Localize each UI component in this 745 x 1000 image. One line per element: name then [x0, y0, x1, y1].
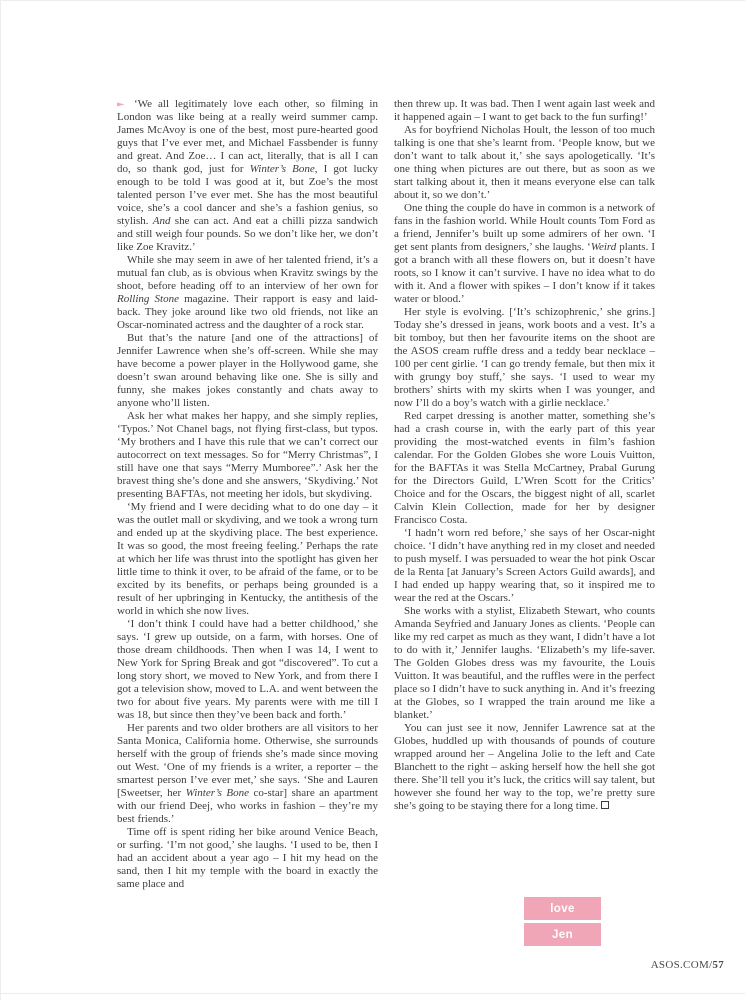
article-paragraph: Time off is spent riding her bike around Venice Beach, or surfing. ‘I’m not good,’ she laughs. ‘I used to be, then I had an accident about a year ago – I hit my head on the sand, then I hit my temple with the board in exactly the same place and — [117, 826, 378, 890]
article-column-left — [117, 98, 378, 891]
article-paragraph: One thing the couple do have in common is a network of fans in the fashion world. While Hoult counts Tom Ford as a friend, Jennifer’s built up some admirers of her own. ‘I get sent plants from designers,’ she laughs. ‘Weird plants. I got a branch with all these flowers on, but it doesn’t have roots, so I know it can’t survive. I have no idea what to do with it. And a flower with spikes – I don’t know if it takes water or blood.’ — [394, 202, 655, 305]
article-end-mark-icon — [601, 801, 609, 809]
lead-arrow-icon: ► — [117, 100, 125, 109]
tag-button-jen[interactable]: Jen — [524, 923, 601, 946]
article-paragraph: then threw up. It was bad. Then I went again last week and it happened again – I want to get back to the fun surfing!’ — [394, 98, 655, 123]
article-paragraph: Red carpet dressing is another matter, something she’s had a crash course in, with the early part of this year providing the most-watched events in film’s fashion calendar. For the Golden Globes she wore Louis Vuitton, for the BAFTAs it was Stella McCartney, Prabal Gurung for the Directors Guild, L’Wren Scott for the Critics’ Choice and for the Oscars, the biggest night of all, scarlet Calvin Klein Collection, made for her by designer Francisco Costa. — [394, 410, 655, 526]
footer-page-number: 57 — [712, 959, 724, 971]
article-paragraph: ► ‘We all legitimately love each other, so filming in London was like being at a really weird summer camp. James McAvoy is one of the best, most pure-hearted good guys that I’ve ever met, and Michael Fassbender is funny and great. And Zoe… I can act, literally, that is all I can do, so thank god, just for Winter’s Bone, I got lucky enough to be told I was good at it, but Zoe’s the most talented person I’ve ever met. She has the most beautiful voice, she’s a cool dancer and she’s a fashion genius, so stylish. And she can act. And eat a chilli pizza sandwich and still weigh four pounds. So we don’t like her, we don’t like Zoe Kravitz.’ — [117, 98, 378, 253]
article-paragraph: Her style is evolving. [‘It’s schizophrenic,’ she grins.] Today she’s dressed in jeans, work boots and a vest. It’s a bit tomboy, but then her favourite items on the shoot are the ASOS cream ruffle dress and a teddy bear necklace – 100 per cent girlie. ‘I can go trendy female, but then mix it with grungy boy stuff,’ she says. ‘I used to wear my brothers’ shirts with my skirts when I was younger, and now I’ll do a boy’s watch with a girlie necklace.’ — [394, 306, 655, 409]
article-paragraph: ‘I don’t think I could have had a better childhood,’ she says. ‘I grew up outside, on a farm, with horses. One of those dream childhoods. Then when I was 14, I went to New York for Spring Break and got “discovered”. To cut a long story short, we moved to New York, and from there I got a television show, moved to L.A. and went between the two for about five years. My parents were with me till I was 18, but since then they’ve been back and forth.’ — [117, 618, 378, 721]
article-paragraph: Her parents and two older brothers are all visitors to her Santa Monica, California home. Otherwise, she surrounds herself with the group of friends she’s made since moving out West. ‘One of my friends is a writer, a reporter – the smartest person I’ve ever met,’ she says. ‘She and Lauren [Sweetser, her Winter’s Bone co-star] share an apartment with our friend Deej, who works in fashion – they’re my best friends.’ — [117, 722, 378, 825]
footer-site-url: ASOS.COM/ — [650, 959, 713, 971]
article-paragraph: Ask her what makes her happy, and she simply replies, ‘Typos.’ Not Chanel bags, not flying first-class, but typos. ‘My brothers and I have this rule that we can’t correct our autocorrect on text messages. So for “Merry Christmas”, I still have one that says “Merry Mumboree”.’ Ask her the bravest thing she’s done and she answers, ‘Skydiving.’ Not presenting BAFTAs, not meeting her idols, but skydiving. — [117, 410, 378, 500]
article-column-right — [394, 98, 655, 891]
page-bottom-edge-line — [1, 993, 745, 994]
page-footer — [651, 959, 724, 971]
tag-button-love[interactable]: love — [524, 897, 601, 920]
article-paragraph: But that’s the nature [and one of the attractions] of Jennifer Lawrence when she’s off-screen. While she may have become a power player in the Hollywood game, she doesn’t swan around behaving like one. She is silly and funny, she makes jokes constantly and chats away to anyone who’ll listen. — [117, 332, 378, 409]
article-paragraph: ‘I hadn’t worn red before,’ she says of her Oscar-night choice. ‘I didn’t have anything red in my closet and needed to push myself. I was persuaded to wear the hot pink Oscar de la Renta [at January’s Screen Actors Guild awards], and I had ended up happy wearing that, so it inspired me to wear the red at the Oscars.’ — [394, 527, 655, 604]
article-paragraph: You can just see it now, Jennifer Lawrence sat at the Globes, huddled up with thousands of pounds of couture wrapped around her – Angelina Jolie to the left and Cate Blanchett to the right – asking herself how the hell she got there. She’ll tell you it’s luck, the critics will say talent, but however she found her way to the top, we’re pretty sure she’s going to be staying there for a long time. — [394, 722, 655, 812]
article-paragraph: ‘My friend and I were deciding what to do one day – it was the outlet mall or skydiving, and we took a wrong turn and ended up at the skydiving place. The best experience. It was so good, the most freeing feeling.’ Perhaps the rate at which her life was thrust into the spotlight has given her little time to think it over, to be afraid of the fame, or to be excited by its benefits, or perhaps being grounded is a result of her upbringing in Kentucky, the antithesis of the world in which she now lives. — [117, 501, 378, 617]
article-paragraph: As for boyfriend Nicholas Hoult, the lesson of too much talking is one that she’s learnt from. ‘People know, but we don’t want to talk about it,’ she says apologetically. ‘It’s one thing when pictures are out there, but as soon as we start talking about it, then it means everyone else can talk about it, so we don’t.’ — [394, 124, 655, 201]
article-paragraph: She works with a stylist, Elizabeth Stewart, who counts Amanda Seyfried and January Jones as clients. ‘People can like my red carpet as much as they want, I didn’t have a lot to do with it,’ Jennifer laughs. ‘Elizabeth’s my life-saver. The Golden Globes dress was my favourite, the Louis Vuitton. It was beautiful, and the ruffles were in the perfect place so I didn’t have to suck anything in. And it’s freezing at the Globes, so I wrapped the train around me like a blanket.’ — [394, 605, 655, 721]
article-paragraph: While she may seem in awe of her talented friend, it’s a mutual fan club, as is obvious when Kravitz swings by the shoot, before heading off to an interview of her own for Rolling Stone magazine. Their rapport is easy and laid-back. They joke around like two old friends, not like an Oscar-nominated actress and the daughter of a rock star. — [117, 254, 379, 331]
article-body — [117, 98, 655, 891]
